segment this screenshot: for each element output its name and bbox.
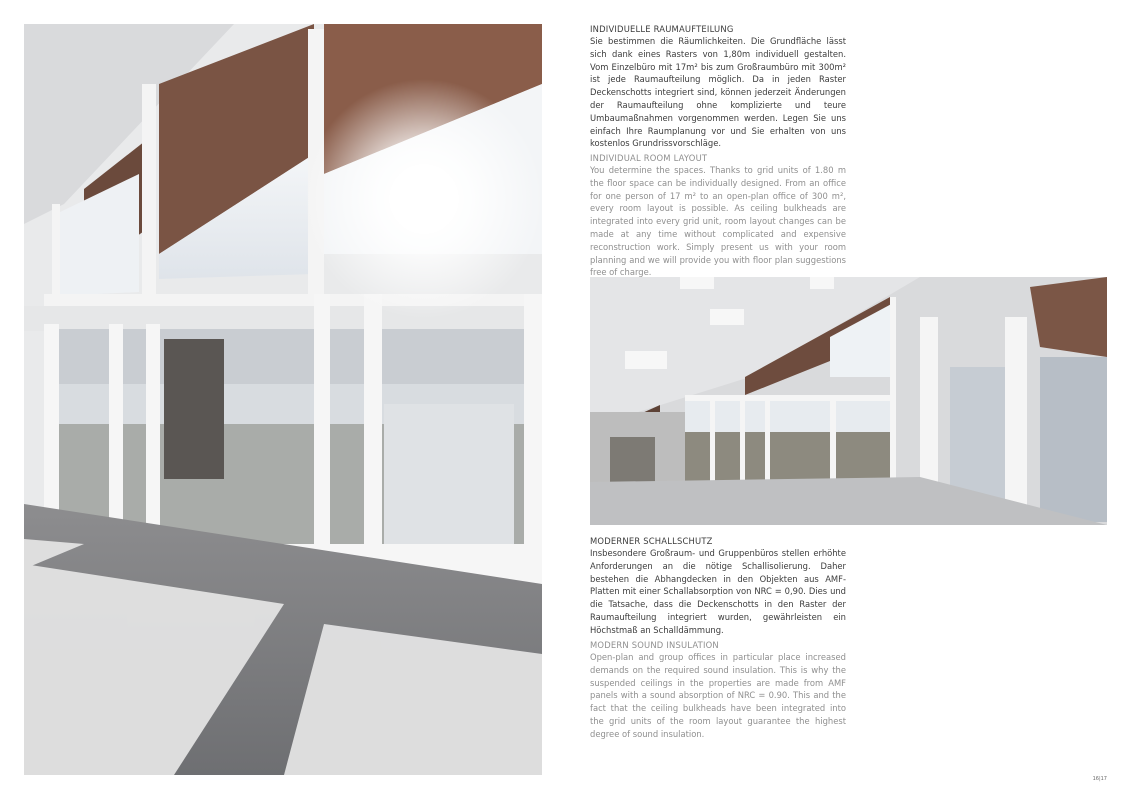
section-body: Sie bestimmen die Räumlichkeiten. Die Grundfläche lässt sich dank eines Rasters von 1,80m individuell gestalten. Vom Einzelbüro mit 17m² bis zum Großraumbüro mit 300m² ist jede Raumaufteilung möglich. Da in jeden Raster Deckenschotts integriert sind, können jederzeit Änderungen der Raumaufteilung ohne komplizierte und teure Umbaumaßnahmen vorgenommen werden. Legen Sie uns einfach Ihre Raumplanung vor und Sie erhalten von uns kostenlos Grundrissvorschläge. <box>590 36 846 149</box>
section-body: Insbesondere Großraum- und Gruppenbüros stellen erhöhte Anforderungen an die nötige Schallisolierung. Daher bestehen die Abhangdecken in den Objekten aus AMF-Platten mit einer Schallabsorption von NRC = 0,90. Dies und die Tatsache, dass die Deckenschotts in den Raster der Raumaufteilung integriert wurden, gewährleisten ein Höchstmaß an Schalldämmung. <box>590 548 846 635</box>
section-heading: MODERN SOUND INSULATION <box>590 640 719 650</box>
section-heading: MODERNER SCHALLSCHUTZ <box>590 536 713 546</box>
section-individual-layout-en <box>590 152 846 279</box>
page-number: 16|17 <box>1092 776 1107 782</box>
section-individual-layout-de <box>590 23 846 150</box>
office-interior-photo-large <box>24 24 542 775</box>
section-sound-insulation-en <box>590 639 846 741</box>
section-body: Open-plan and group offices in particular place increased demands on the required sound insulation. This is why the suspended ceilings in the properties are made from AMF panels with a sound absorption of NRC = 0.90. This and the fact that the ceiling bulkheads have been integrated into the grid units of the room layout guarantee the highest degree of sound insulation. <box>590 652 846 739</box>
section-heading: INDIVIDUELLE RAUMAUFTEILUNG <box>590 24 734 34</box>
section-heading: INDIVIDUAL ROOM LAYOUT <box>590 153 708 163</box>
section-sound-insulation-de <box>590 535 846 637</box>
section-body: You determine the spaces. Thanks to grid units of 1.80 m the floor space can be individually designed. From an office for one person of 17 m² to an open-plan office of 300 m², every room layout is possible. As ceiling bulkheads are integrated into every grid unit, room layout changes can be made at any time without complicated and expensive reconstruction work. Simply present us with your room planning and we will provide you with floor plan suggestions free of charge. <box>590 165 846 278</box>
office-interior-photo-small <box>590 277 1107 525</box>
